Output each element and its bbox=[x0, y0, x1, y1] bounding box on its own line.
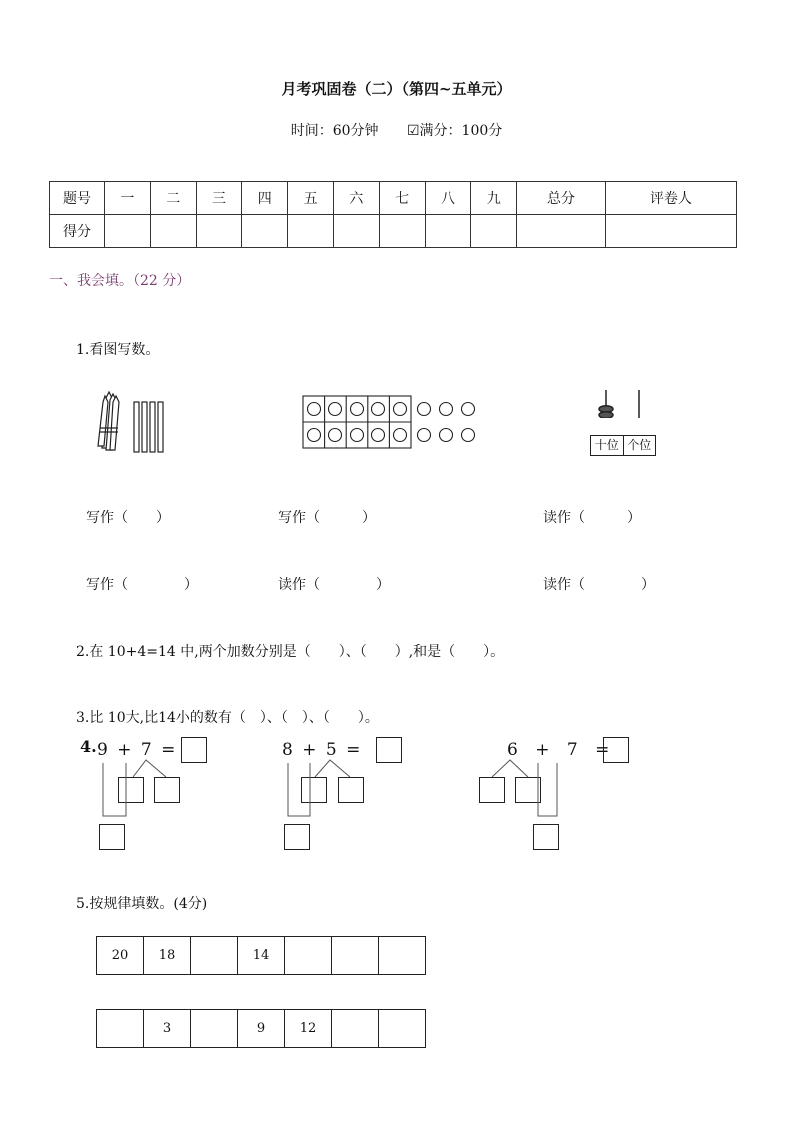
answer-blank[interactable]: 写作（ ） bbox=[86, 577, 198, 593]
sequence-cell: 9 bbox=[238, 1010, 285, 1048]
score-cell: 三 bbox=[196, 182, 242, 215]
sequence-cell[interactable] bbox=[332, 1010, 379, 1048]
answer-blank[interactable]: 写作（ ） bbox=[86, 510, 170, 526]
score-cell: 二 bbox=[150, 182, 196, 215]
sequence-cell[interactable] bbox=[191, 937, 238, 975]
answer-blank[interactable]: 读作（ ） bbox=[278, 577, 390, 593]
sequence-cell[interactable] bbox=[285, 937, 332, 975]
question-2: 2.在 10+4=14 中,两个加数分别是（ ）、（ ）,和是（ ）。 bbox=[76, 644, 505, 660]
question-1-label: 1.看图写数。 bbox=[76, 342, 160, 358]
score-row-label: 得分 bbox=[50, 215, 105, 248]
score-cell: 五 bbox=[288, 182, 334, 215]
sequence-cell[interactable] bbox=[97, 1010, 144, 1048]
sequence-cell: 20 bbox=[97, 937, 144, 975]
sequence-cell: 3 bbox=[144, 1010, 191, 1048]
question-3: 3.比 10大,比14小的数有（ ）、（ ）、（ ）。 bbox=[76, 710, 379, 726]
sequence-cell: 12 bbox=[285, 1010, 332, 1048]
score-cell: 八 bbox=[425, 182, 471, 215]
sequence-table-1 bbox=[96, 936, 426, 975]
sequence-cell[interactable] bbox=[332, 937, 379, 975]
score-cell: 九 bbox=[471, 182, 517, 215]
page-title: 月考巩固卷（二）（第四~五单元） bbox=[281, 80, 512, 98]
score-cell: 七 bbox=[379, 182, 425, 215]
answer-blank[interactable]: 读作（ ） bbox=[543, 577, 655, 593]
sequence-cell[interactable] bbox=[379, 937, 426, 975]
sequence-table-2 bbox=[96, 1009, 426, 1048]
ones-place-label: 个位 bbox=[627, 438, 652, 452]
score-cell: 总分 bbox=[517, 182, 606, 215]
sequence-cell: 18 bbox=[144, 937, 191, 975]
full-score: ☑满分：100分 bbox=[407, 123, 503, 139]
equation-1: 9 + 7 = bbox=[97, 740, 178, 760]
score-cell: 题号 bbox=[50, 182, 105, 215]
sequence-cell[interactable] bbox=[379, 1010, 426, 1048]
answer-blank[interactable]: 写作（ ） bbox=[278, 510, 376, 526]
equation-2: 8 + 5 = bbox=[282, 740, 363, 760]
question-5-label: 5.按规律填数。(4分) bbox=[76, 896, 208, 912]
score-cell: 一 bbox=[105, 182, 151, 215]
time-limit: 时间：60分钟 bbox=[290, 123, 379, 139]
score-cell: 六 bbox=[333, 182, 379, 215]
sequence-cell: 14 bbox=[238, 937, 285, 975]
section-heading: 一、我会填。（22 分） bbox=[49, 273, 191, 289]
score-cell: 四 bbox=[242, 182, 288, 215]
sequence-cell[interactable] bbox=[191, 1010, 238, 1048]
equation-3: 6 + 7 = bbox=[507, 740, 616, 760]
question-4-number: 4. bbox=[80, 737, 97, 756]
score-cell: 评卷人 bbox=[605, 182, 736, 215]
answer-blank[interactable]: 读作（ ） bbox=[543, 510, 641, 526]
tens-place-label: 十位 bbox=[591, 436, 624, 455]
